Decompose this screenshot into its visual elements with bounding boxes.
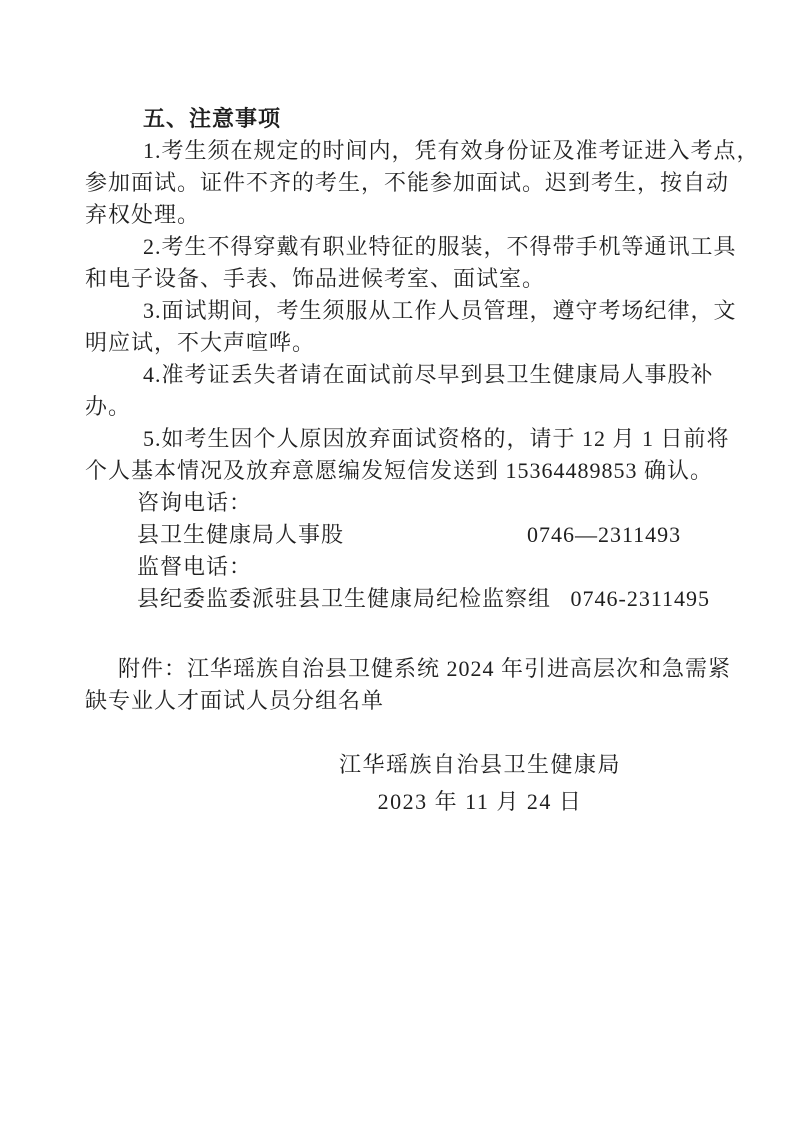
para-5-line-2: 个人基本情况及放弃意愿编发短信发送到 15364489853 确认。 [85, 458, 714, 483]
para-1-line-1: 1.考生须在规定的时间内，凭有效身份证及准考证进入考点， [143, 138, 760, 163]
notice-body [85, 103, 760, 820]
para-1-line-3: 弃权处理。 [85, 202, 201, 227]
para-1-line-2: 参加面试。证件不齐的考生，不能参加面试。迟到考生，按自动 [85, 170, 730, 195]
consult-phone-number: 0746—2311493 [527, 522, 682, 547]
para-4-line-1: 4.准考证丢失者请在面试前尽早到县卫生健康局人事股补 [143, 362, 714, 387]
signature-issuer: 江华瑶族自治县卫生健康局 [338, 752, 621, 777]
supervise-phone-label: 监督电话： [137, 554, 253, 579]
section-heading: 五、注意事项 [143, 106, 282, 131]
para-2-line-2: 和电子设备、手表、饰品进候考室、面试室。 [85, 266, 546, 291]
supervise-office: 县纪委监委派驻县卫生健康局纪检监察组 [137, 586, 552, 611]
consult-phone-row [85, 519, 710, 551]
para-3-line-1: 3.面试期间，考生须服从工作人员管理，遵守考场纪律，文 [143, 298, 737, 323]
consult-phone-label: 咨询电话： [137, 490, 253, 515]
signature-date: 2023 年 11 月 24 日 [377, 789, 583, 814]
attachment-line-1: 附件：江华瑶族自治县卫健系统 2024 年引进高层次和急需紧 [118, 656, 732, 681]
para-5-line-1: 5.如考生因个人原因放弃面试资格的，请于 12 月 1 日前将 [143, 426, 730, 451]
para-2-line-1: 2.考生不得穿戴有职业特征的服装，不得带手机等通讯工具 [143, 234, 737, 259]
consult-office: 县卫生健康局人事股 [137, 522, 345, 547]
signature-block [250, 746, 710, 820]
para-4-line-2: 办。 [85, 394, 132, 419]
supervise-phone-number: 0746-2311495 [570, 586, 711, 611]
supervise-phone-row [85, 583, 710, 615]
para-3-line-2: 明应试，不大声喧哗。 [85, 330, 316, 355]
attachment-line-2: 缺专业人才面试人员分组名单 [85, 688, 385, 713]
